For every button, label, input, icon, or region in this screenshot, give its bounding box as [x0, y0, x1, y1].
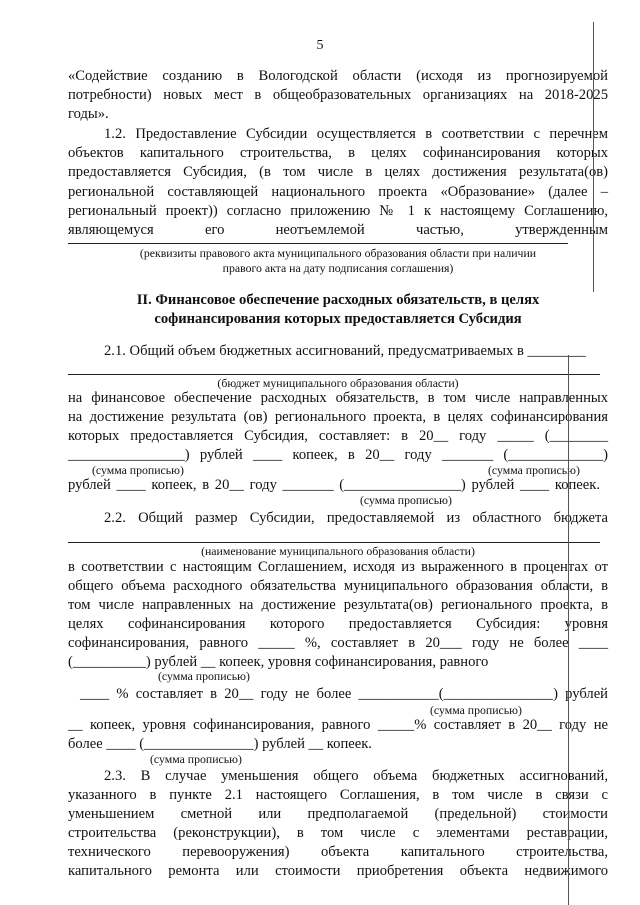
caption: (реквизиты правового акта муниципального образования области при наличии — [139, 246, 537, 260]
text-line: на финансовое обеспечение расходных обязательств, в том числе направленных — [68, 390, 608, 406]
text-line: софинансирования, равного _____ %, составляет в 20___ году не более ____ — [68, 635, 608, 651]
fill-in-line — [68, 542, 600, 543]
text-line: (__________) рублей __ копеек, уровня софинансирования, равного — [68, 654, 489, 670]
caption: (сумма прописью) — [488, 463, 580, 477]
caption: (наименование муниципального образования области) — [201, 544, 475, 558]
text-line: которых предоставляется Субсидия, составляет: в 20__ году _____ (________ — [68, 428, 608, 444]
page-number: 5 — [316, 38, 324, 53]
text-line: «Содействие созданию в Вологодской области (исходя из прогнозируемой — [68, 68, 608, 84]
text-line: более ____ (_______________) рублей __ копеек. — [68, 736, 372, 752]
text-line: 2.2. Общий размер Субсидии, предоставляемой из областного бюджета — [104, 510, 608, 526]
caption: (сумма прописью) — [158, 669, 250, 683]
text-line: том числе направленных на достижение результата(ов) регионального проекта, в — [68, 597, 608, 613]
text-line: указанного в пункте 2.1 настоящего Соглашения, в том числе в связи с — [68, 787, 608, 803]
text-line: являющемуся его неотъемлемой частью, утвержденным — [68, 222, 608, 238]
caption: (бюджет муниципального образования области) — [217, 376, 459, 390]
caption: (сумма прописью) — [430, 703, 522, 717]
text-line: целях софинансирования которого предоставляется Субсидия: уровня — [68, 616, 608, 632]
text-line: уменьшением сметной или предполагаемой (предельной) стоимости — [68, 806, 608, 822]
text-line: общего объема расходного обязательства муниципального образования области, в — [68, 578, 608, 594]
text-line: объектов капитального строительства, в целях софинансирования которых — [68, 145, 608, 161]
text-line: 2.1. Общий объем бюджетных ассигнований, предусматриваемых в ________ — [104, 343, 586, 359]
text-line: ________________) рублей ____ копеек, в 20__ году _______ (_____________) — [68, 447, 608, 463]
text-line: ____ % составляет в 20__ году не более ___________(_______________) рублей — [80, 686, 608, 702]
caption: (сумма прописью) — [150, 752, 242, 766]
caption: (сумма прописью) — [92, 463, 184, 477]
text-line: технического перевооружения) объекта капитального строительства, — [68, 844, 608, 860]
section-heading: II. Финансовое обеспечение расходных обязательств, в целях — [136, 292, 540, 308]
text-line: рублей ____ копеек, в 20__ году _______ (________________) рублей ____ копеек. — [68, 477, 600, 493]
text-line: потребности) новых мест в общеобразовательных организациях на 2018-2025 — [68, 87, 608, 103]
text-line: строительства (реконструкции), в том числе с элементами реставрации, — [68, 825, 608, 841]
scan-margin-bar — [568, 355, 569, 905]
text-line: 2.3. В случае уменьшения общего объема бюджетных ассигнований, — [104, 768, 608, 784]
caption: правого акта на дату подписания соглашения) — [222, 261, 454, 275]
scan-margin-bar — [593, 22, 594, 292]
text-line: на достижение результата (ов) регионального проекта, в целях софинансирования — [68, 409, 608, 425]
fill-in-line — [68, 374, 600, 375]
text-line: капитального ремонта или стоимости приобретения объекта недвижимого — [68, 863, 608, 879]
fill-in-line — [68, 243, 568, 244]
text-line: региональной составляющей национального проекта «Образование» (далее – — [68, 184, 608, 200]
section-heading: софинансирования которых предоставляется Субсидия — [154, 311, 522, 327]
text-line: региональный проект)) согласно приложению № 1 к настоящему Соглашению, — [68, 203, 608, 219]
text-line: предоставляется Субсидия, (в том числе в целях достижения результата(ов) — [68, 164, 608, 180]
caption: (сумма прописью) — [360, 493, 452, 507]
text-line: __ копеек, уровня софинансирования, равного _____% составляет в 20__ году не — [68, 717, 608, 733]
text-line: в соответствии с настоящим Соглашением, исходя из выраженного в процентах от — [68, 559, 608, 575]
text-line: 1.2. Предоставление Субсидии осуществляется в соответствии с перечнем — [104, 126, 608, 142]
text-line: годы». — [68, 106, 109, 122]
